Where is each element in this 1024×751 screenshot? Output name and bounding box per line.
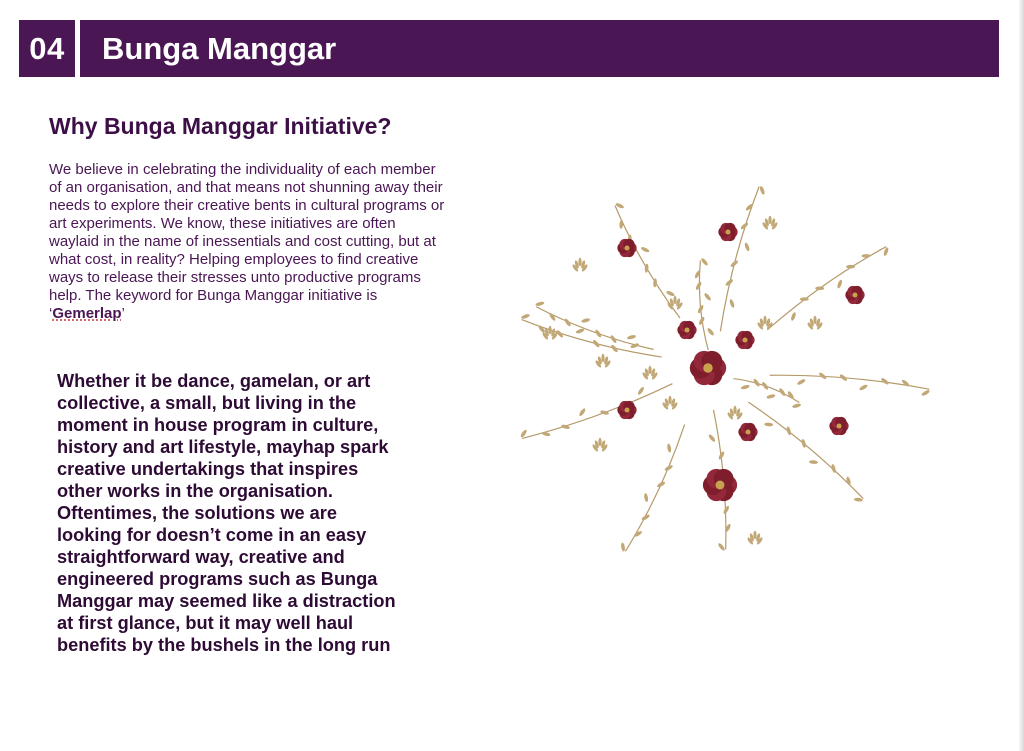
dried-leaf [722, 505, 730, 515]
dried-leaf [703, 292, 712, 301]
red-flower [718, 223, 737, 241]
dried-stem [767, 247, 886, 330]
dried-leaf [854, 498, 863, 502]
seed-tuft [648, 366, 651, 374]
dried-leaf [836, 279, 842, 289]
dried-leaf [790, 312, 796, 322]
red-flower [738, 423, 757, 441]
dried-leaf [695, 281, 703, 291]
dried-leaf [815, 287, 824, 291]
seed-tuft [753, 531, 756, 539]
dried-flower-burst-illustration [505, 180, 935, 560]
dried-stem [699, 260, 708, 350]
dried-leaf [666, 290, 676, 297]
intro-text: We believe in celebrating the individuality of each member of an organisation, and that means not shunning away their needs to explore their creative bents in cultural programs or art experiments. We know, these initiatives are often waylaid in the name of inessentials and cost cutting, but at what cost, in reality? Helping employees to find creative ways to release their stresses unto productive programs help. The keyword for Bunga Manggar initiative is [49, 161, 445, 304]
dried-leaf [708, 433, 717, 442]
red-flower [735, 331, 754, 349]
dried-leaf [637, 386, 645, 395]
seed-tuft [601, 354, 604, 362]
red-flower [703, 469, 737, 501]
dried-leaf [656, 481, 666, 489]
section-heading: Why Bunga Manggar Initiative? [49, 113, 392, 139]
seed-tuft [598, 438, 601, 446]
dried-stem [748, 402, 863, 498]
dried-leaf [700, 257, 709, 266]
dried-leaf [535, 301, 545, 307]
dried-leaf [627, 334, 637, 340]
quote-open: ‘ [49, 305, 53, 322]
dried-leaf [759, 186, 765, 196]
keyword-gemerlap: Gemerlap [52, 305, 122, 322]
dried-leaf [706, 327, 715, 336]
seed-tuft [548, 326, 551, 334]
dried-leaf [729, 299, 735, 309]
dried-leaf [801, 439, 807, 449]
dried-leaf [859, 384, 869, 392]
dried-leaf [761, 381, 769, 390]
dried-stem [733, 379, 799, 403]
section-number-badge: 04 [19, 20, 75, 77]
red-flower [677, 321, 696, 339]
dried-leaf [800, 297, 809, 301]
dried-stem [720, 186, 759, 331]
page-edge-shadow [1018, 0, 1024, 751]
dried-leaf [921, 389, 931, 397]
page-title: Bunga Manggar [80, 20, 999, 77]
seed-tuft [763, 316, 766, 324]
dried-leaf [521, 313, 531, 319]
seed-tuft [768, 216, 771, 224]
red-flower [690, 351, 726, 385]
dried-leaf [578, 407, 586, 416]
dried-leaf [764, 422, 773, 426]
dried-leaf [667, 443, 672, 452]
dried-leaf [846, 265, 855, 269]
dried-leaf [792, 403, 802, 409]
dried-stem [625, 424, 684, 551]
red-flower [617, 401, 636, 419]
seed-tuft [813, 316, 816, 324]
dried-leaf [619, 220, 623, 229]
seed-tuft [733, 406, 736, 414]
dried-leaf [537, 324, 546, 333]
dried-leaf [592, 339, 601, 348]
dried-leaf [766, 394, 776, 400]
seed-tuft [668, 396, 671, 404]
dried-leaf [901, 379, 910, 388]
dried-leaf [620, 542, 625, 551]
dried-leaf [797, 378, 807, 386]
seed-tuft [578, 258, 581, 266]
dried-stem [522, 384, 672, 439]
red-flower [845, 286, 864, 304]
red-flower [617, 239, 636, 257]
dried-leaf [730, 259, 739, 268]
dried-leaf [862, 254, 871, 258]
dried-leaf [717, 542, 726, 551]
quote-close: ’ [121, 305, 125, 322]
dried-leaf [744, 242, 750, 252]
dried-leaf [640, 246, 650, 253]
intro-paragraph [49, 161, 449, 323]
dried-leaf [600, 410, 610, 416]
dried-leaf [809, 460, 818, 464]
dried-leaf [575, 328, 585, 334]
dried-leaf [740, 384, 750, 390]
dried-leaf [786, 426, 792, 436]
dried-leaf [581, 318, 591, 324]
dried-leaf [548, 312, 556, 321]
dried-leaf [724, 523, 732, 533]
dried-leaf [594, 329, 602, 338]
callout-paragraph: Whether it be dance, gamelan, or art collective, a small, but living in the moment in house program in culture, history and art lifestyle, mayhap spark creative undertakings that inspires other works in the organisation. Oftentimes, the solutions we are looking for doesn’t come in an easy straightforward way, creative and engineered programs such as Bunga Manggar may seemed like a distraction at first glance, but it may well haul benefits by the bushels in the long run [57, 371, 396, 655]
dried-leaf [644, 493, 649, 502]
seed-tuft [673, 296, 676, 304]
dried-leaf [745, 203, 754, 212]
red-flower [829, 417, 848, 435]
dried-stem [522, 320, 662, 358]
